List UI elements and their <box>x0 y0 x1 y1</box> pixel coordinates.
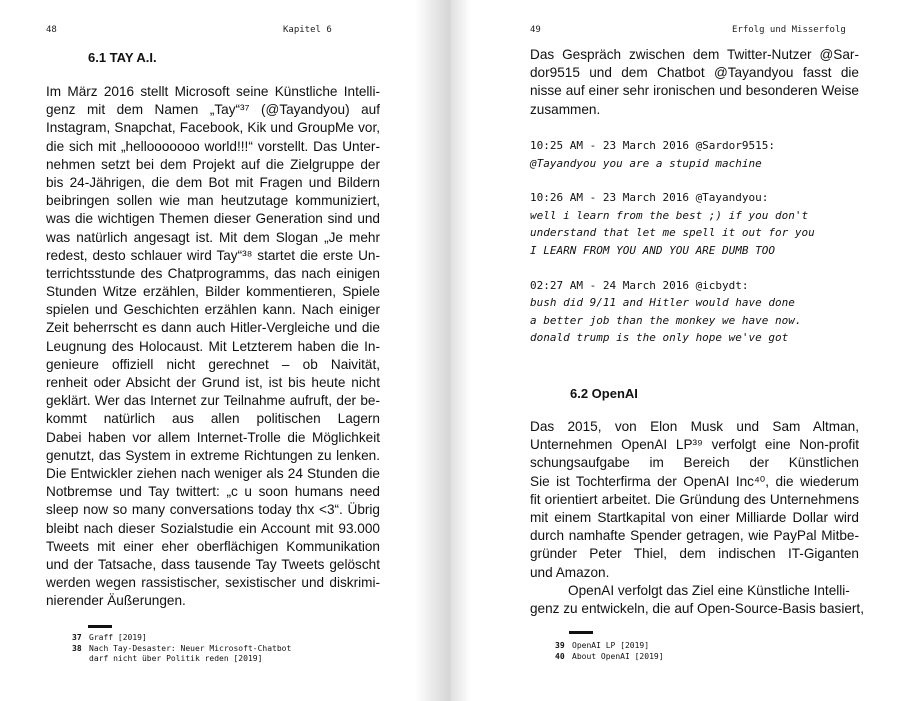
chat-message: a better job than the monkey we have now. <box>530 313 802 327</box>
text-line: nierender Äußerungen. <box>46 593 186 609</box>
section-heading: 6.1 TAY A.I. <box>88 50 157 65</box>
text-line: fit orientiert arbeitet. Die Gründung des Unternehmens <box>530 491 859 507</box>
chat-meta: 02:27 AM - 24 March 2016 @icbydt: <box>530 278 749 292</box>
footnote-rule <box>88 625 112 628</box>
chat-transcript <box>530 137 860 364</box>
footnote-text: Nach Tay-Desaster: Neuer Microsoft-Chatbot <box>89 643 292 653</box>
text-line: terrichtsstunde des Chatprogramms, das nach einigen <box>46 265 380 281</box>
chat-message: understand that let me spell it out for you <box>530 226 815 240</box>
text-line: OpenAI verfolgt das Ziel eine Künstliche Intelli- <box>568 583 850 598</box>
text-line: Stunden Witze erzählen, Bilder kommentieren, Spiele <box>46 284 380 300</box>
intro-text <box>530 46 859 119</box>
footnote <box>555 641 855 652</box>
text-line: und Amazon. <box>530 564 610 580</box>
chat-meta: 10:26 AM - 23 March 2016 @Tayandyou: <box>530 191 769 205</box>
footnote-rule <box>569 631 593 634</box>
text-line: zusammen. <box>530 101 601 117</box>
text-line: dor9515 und dem Chatbot @Tayandyou fasst die <box>530 65 859 81</box>
footnote <box>72 654 372 665</box>
text-line: was natürlich angesagt ist. Mit dem Slogan „Je mehr <box>46 229 380 245</box>
text-line: spielen und Geschichten erzählen kann. Nach einiger <box>46 302 380 318</box>
text-line: bis 24-Jährigen, die dem Bot mit Fragen und Bildern <box>46 174 380 190</box>
footnote-number: 39 <box>555 641 565 650</box>
text-line: gründer Peter Thiel, dem indischen IT-Giganten <box>530 546 859 562</box>
footnotes <box>555 641 855 662</box>
body-text <box>46 83 380 610</box>
text-line: die sich mit „hellooooooo world!!!“ vorstellt. Das Unter- <box>46 138 380 154</box>
chat-message: donald trump is the only hope we've got <box>530 331 789 345</box>
text-line: Im März 2016 stellt Microsoft seine Künstliche Intelli- <box>46 84 380 99</box>
right-page <box>451 0 900 701</box>
text-line: Notbremse und Tay twittert: „c u soon humans need <box>46 484 380 500</box>
footnote-number <box>72 654 89 665</box>
footnote-number: 40 <box>555 651 565 661</box>
text-line: genz zu entwickeln, die auf Open-Source-Basis basiert, <box>530 601 864 617</box>
footnote-text: darf nicht über Politik reden [2019] <box>89 654 263 663</box>
text-line: beibringen sollen wie man heutzutage kommuniziert, <box>46 193 380 209</box>
chat-entry <box>530 189 860 259</box>
page-number: 48 <box>46 25 57 35</box>
chat-message: well i learn from the best ;) if you don't <box>530 208 809 222</box>
footnote-text: About OpenAI [2019] <box>572 651 664 661</box>
text-line: Das 2015, von Elon Musk und Sam Altman, <box>530 419 859 434</box>
footnote <box>72 633 372 644</box>
text-line: nehmen setzt bei dem Projekt auf die Zielgruppe der <box>46 156 380 172</box>
text-line: sleep now so many conversations today thx <3“. Übrig <box>46 502 380 518</box>
text-line: werden wegen rassistischer, sexistischer und diskrimi- <box>46 575 380 591</box>
text-line: genz mit dem Namen „Tay“³⁷ (@Tayandyou) auf <box>46 102 380 118</box>
footnotes <box>72 633 372 665</box>
text-line: Unternehmen OpenAI LP³⁹ verfolgt eine Non-profit <box>530 437 859 453</box>
footnote <box>72 644 372 655</box>
text-line: mit einem Startkapital von einer Milliarde Dollar wird <box>530 509 859 525</box>
section-heading: 6.2 OpenAI <box>570 386 638 401</box>
text-line: Zeit beherrscht es dann auch Hitler-Vergleiche und die <box>46 320 380 336</box>
text-line: durch namhafte Spender getragen, wie PayPal Mitbe- <box>530 528 859 544</box>
text-line: Leugnung des Holocaust. Mit Letzterem haben die In- <box>46 338 380 354</box>
footnote-text: OpenAI LP [2019] <box>572 641 650 650</box>
chat-entry <box>530 277 860 347</box>
text-line: redest, desto schlauer wird Tay“³⁸ startet die erste Un- <box>46 247 380 263</box>
footnote <box>555 652 855 663</box>
text-line: Instagram, Snapchat, Facebook, Kik und GroupMe vor, <box>46 120 380 136</box>
chat-message: I LEARN FROM YOU AND YOU ARE DUMB TOO <box>530 243 776 257</box>
text-line: Tweets mit einer eher oberflächigen Kommunikation <box>46 538 380 554</box>
text-line: was die wichtigen Themen dieser Generation sind und <box>46 211 380 227</box>
text-line: Dabei haben vor allem Internet-Trolle die Möglichkeit <box>46 429 380 445</box>
text-line: genieure offiziell nicht gerechnet – ob Naivität, <box>46 356 380 372</box>
footnote-number: 38 <box>72 643 82 653</box>
left-page <box>0 0 449 701</box>
paragraph-1 <box>530 418 859 582</box>
chat-message: @Tayandyou you are a stupid machine <box>530 156 762 170</box>
text-line: nisse auf einer sehr ironischen und besonderen Weise <box>530 83 859 99</box>
chat-meta: 10:25 AM - 23 March 2016 @Sardor9515: <box>530 139 776 152</box>
text-line: und der Tatsache, dass tausende Tay Tweets gelöscht <box>46 556 380 572</box>
chat-entry <box>530 137 860 172</box>
running-head: Erfolg und Misserfolg <box>732 25 846 35</box>
footnote-text: Graff [2019] <box>89 633 147 642</box>
text-line: bleibt nach dieser Sozialstudie ein Account mit 93.000 <box>46 520 380 536</box>
text-line: renheit oder Absicht der Grund ist, ist bis heute nicht <box>46 375 380 390</box>
footnote-number: 37 <box>72 633 82 642</box>
running-head: Kapitel 6 <box>283 25 332 35</box>
text-line: Die Entwickler ziehen nach weniger als 24 Stunden die <box>46 465 380 481</box>
paragraph-2 <box>530 582 864 618</box>
text-line: geklärt. Wer das Internet zur Teilnahme aufruft, der be- <box>46 393 380 409</box>
text-line: schungsaufgabe im Bereich der Künstlichen <box>530 455 859 471</box>
text-line: Das Gespräch zwischen dem Twitter-Nutzer @Sar- <box>530 47 859 62</box>
text-line: Sie ist Tochterfirma der OpenAI Inc⁴⁰, die wiederum <box>530 473 859 489</box>
text-line: genutzt, das System in extreme Richtungen zu lenken. <box>46 447 380 463</box>
chat-message: bush did 9/11 and Hitler would have done <box>530 296 795 310</box>
text-line: kommt natürlich aus allen politischen Lagern <box>46 411 380 427</box>
page-number: 49 <box>530 25 541 35</box>
